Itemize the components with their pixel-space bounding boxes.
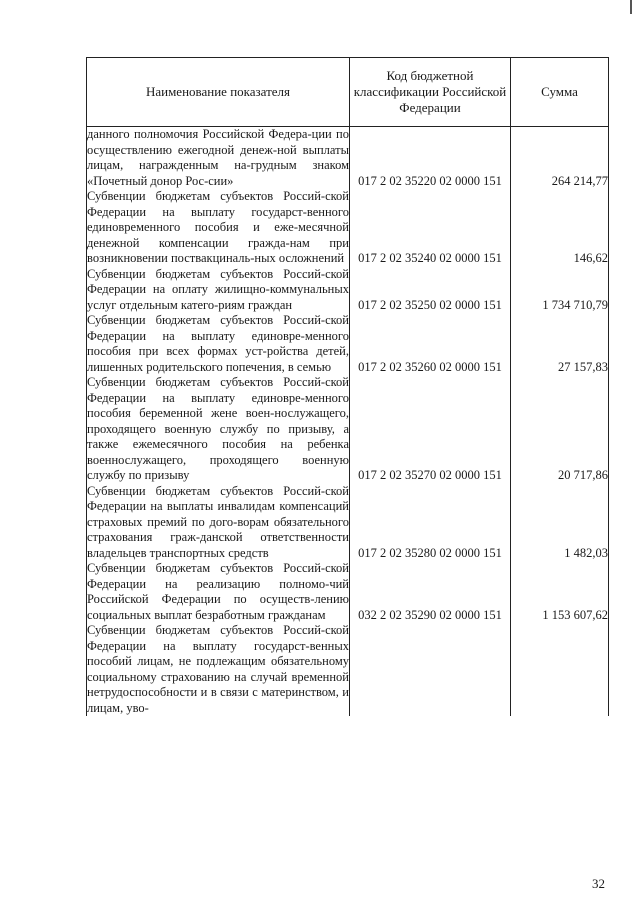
row-name: Субвенции бюджетам субъектов Россий-ской Федерации на оплату жилищно-коммунальных услуг отдельным катего-риям граждан xyxy=(87,266,349,312)
row-code xyxy=(350,623,511,716)
row-code: 017 2 02 35250 02 0000 151 xyxy=(350,267,511,314)
row-code: 017 2 02 35270 02 0000 151 xyxy=(350,375,511,484)
table-row xyxy=(87,561,609,623)
row-sum: 1 153 607,62 xyxy=(511,561,609,623)
row-name: Субвенции бюджетам субъектов Россий-ской Федерации на выплату единовре-менного пособия беременной жене воен-нослужащего, проходящего военную службу по призыву, а также ежемесячного пособия на ребенка военнослужащего, проходящего военную службу по призыву xyxy=(87,375,349,482)
row-code: 017 2 02 35260 02 0000 151 xyxy=(350,313,511,375)
table-row xyxy=(87,375,609,484)
row-sum: 20 717,86 xyxy=(511,375,609,484)
page-number: 32 xyxy=(592,876,605,891)
table-row xyxy=(87,127,609,190)
row-code: 017 2 02 35240 02 0000 151 xyxy=(350,189,511,267)
header-budget-code: Код бюджетной классификации Российской Федерации xyxy=(350,58,511,127)
row-code: 032 2 02 35290 02 0000 151 xyxy=(350,561,511,623)
table-row xyxy=(87,623,609,716)
table-row xyxy=(87,267,609,314)
row-name: Субвенции бюджетам субъектов Россий-ской Федерации на выплату государст-венных пособий лицам, не подлежащим обязательному социальному страхованию на случай временной нетрудоспособности и в связи с материнством, и лицам, уво- xyxy=(87,623,349,715)
row-sum: 146,62 xyxy=(511,189,609,267)
header-indicator-name: Наименование показателя xyxy=(87,58,350,127)
row-sum xyxy=(511,623,609,716)
row-name: Субвенции бюджетам субъектов Россий-ской Федерации на выплату единовре-менного пособия при всех формах уст-ройства детей, лишенных родительского попечения, в семью xyxy=(87,313,349,374)
row-name: Субвенции бюджетам субъектов Россий-ской Федерации на реализацию полномо-чий Российской Федерации по осуществ-лению социальных выплат безработным гражданам xyxy=(87,561,349,622)
row-name: Субвенции бюджетам субъектов Россий-ской Федерации на выплату государст-венного единовременного пособия и еже-месячной денежной компенсации гражда-нам при возникновении поствакциналь-ных осложнений xyxy=(87,189,349,265)
budget-table xyxy=(86,57,609,716)
row-code: 017 2 02 35220 02 0000 151 xyxy=(350,127,511,190)
row-name: Субвенции бюджетам субъектов Россий-ской Федерации на выплаты инвалидам компенсаций страховых премий по дого-ворам обязательного страхования граж-данской ответственности владельцев транспортных средств xyxy=(87,483,349,560)
row-name: данного полномочия Российской Федера-ции по осуществлению ежегодной денеж-ной выплаты лицам, награжденным на-грудным знаком «Почетный донор Рос-сии» xyxy=(87,127,349,188)
table-row xyxy=(87,313,609,375)
row-sum: 264 214,77 xyxy=(511,127,609,190)
row-code: 017 2 02 35280 02 0000 151 xyxy=(350,484,511,562)
table-header-row xyxy=(87,58,609,127)
row-sum: 1 482,03 xyxy=(511,484,609,562)
table-row xyxy=(87,484,609,562)
row-sum: 1 734 710,79 xyxy=(511,267,609,314)
scan-edge-mark xyxy=(630,0,632,14)
header-sum: Сумма xyxy=(511,58,609,127)
table-row xyxy=(87,189,609,267)
row-sum: 27 157,83 xyxy=(511,313,609,375)
